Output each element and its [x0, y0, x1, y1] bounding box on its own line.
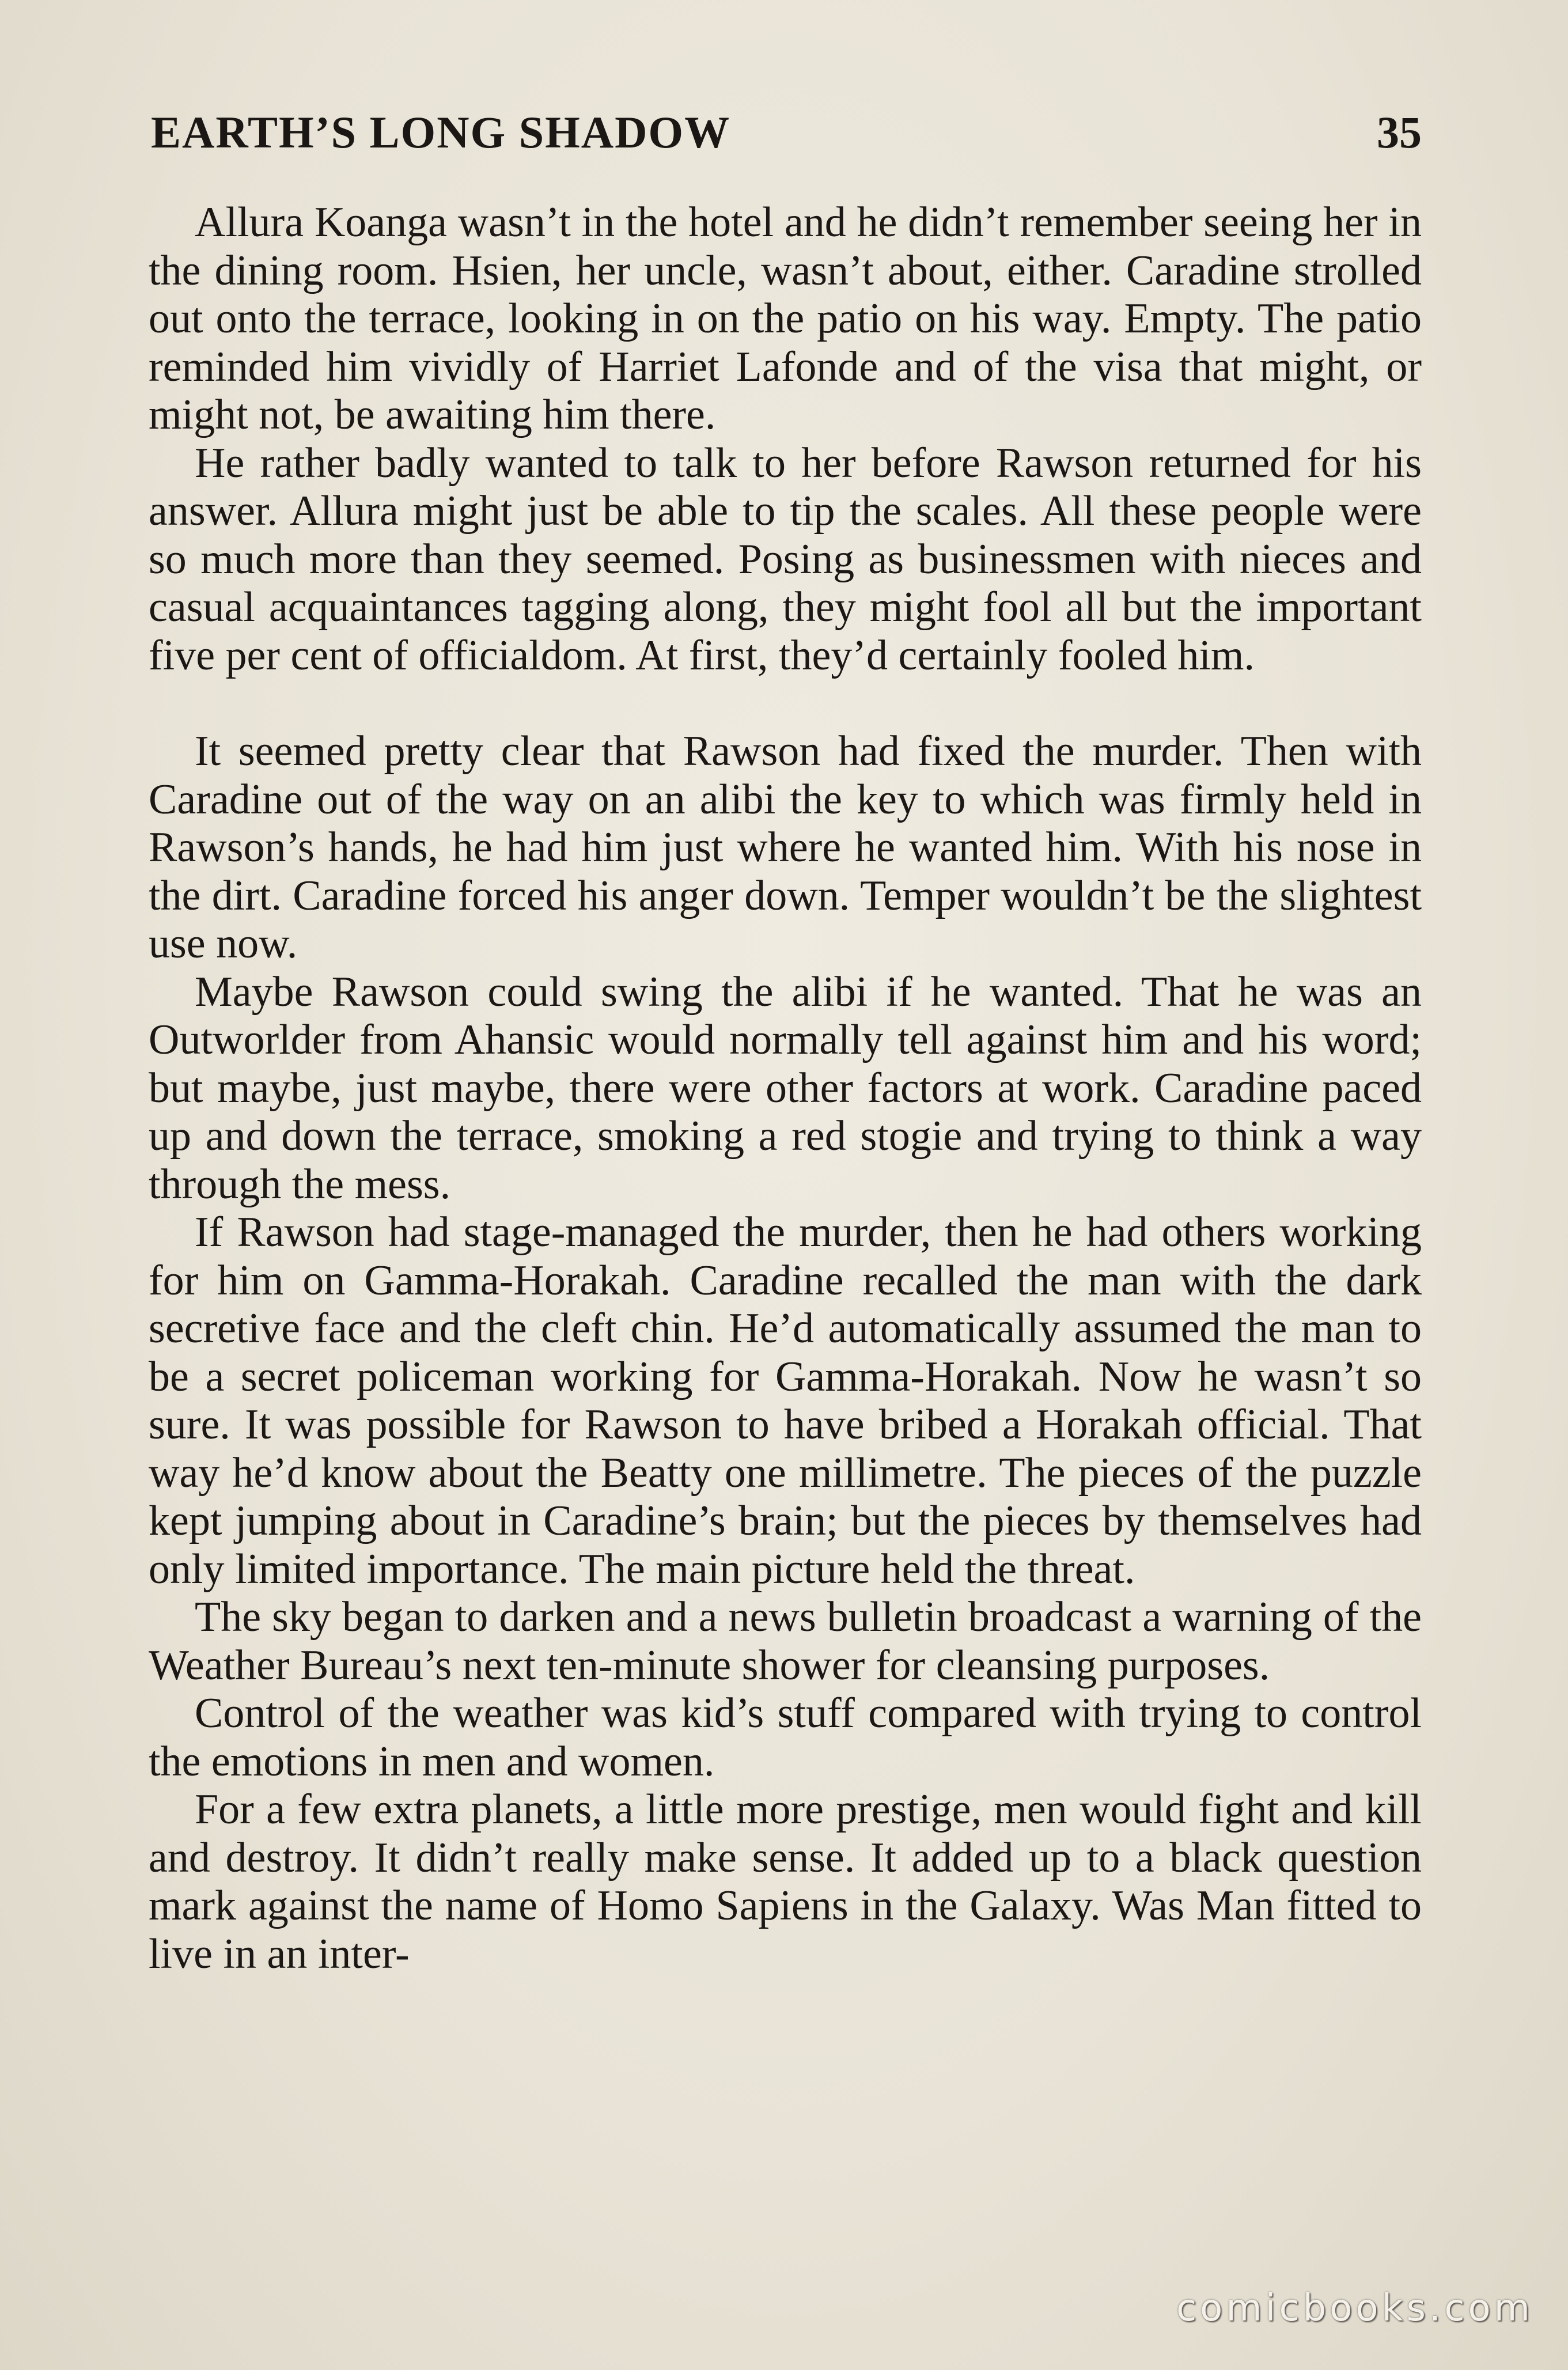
paragraph: Allura Koanga wasn’t in the hotel and he didn’t remember seeing her in the dining room. Hsien, her uncle, wasn’t about, either. Caradine strolled out onto the terrace, looking in on the patio on his way. Empty. The patio reminded him vividly of Harriet Lafonde and of the visa that might, or might not, be awaiting him there.	[149, 199, 1422, 438]
paragraph: The sky began to darken and a news bulletin broadcast a warning of the Weather Bureau’s next ten-minute shower for cleansing purposes.	[149, 1593, 1422, 1689]
page-number: 35	[1377, 107, 1422, 157]
paragraph: Control of the weather was kid’s stuff compared with trying to control the emotions in men and women.	[149, 1690, 1422, 1785]
paragraph: He rather badly wanted to talk to her before Rawson returned for his answer. Allura might just be able to tip the scales. All these people were so much more than they seemed. Posing as businessmen with nieces and casual acquaintances tagging along, they might fool all but the important five per cent of officialdom. At first, they’d certainly fooled him.	[149, 439, 1422, 679]
paragraph: If Rawson had stage-managed the murder, then he had others working for him on Gamma-Horakah. Caradine recalled the man with the dark secretive face and the cleft chin. He’d automatically assumed the man to be a secret policeman working for Gamma-Horakah. Now he wasn’t so sure. It was possible for Rawson to have bribed a Horakah official. That way he’d know about the Beatty one millimetre. The pieces of the puzzle kept jumping about in Caradine’s brain; but the pieces by themselves had only limited importance. The main picture held the threat.	[149, 1209, 1422, 1593]
page-header	[151, 104, 1422, 173]
running-title: EARTH’S LONG SHADOW	[151, 107, 731, 157]
paragraph: It seemed pretty clear that Rawson had fixed the murder. Then with Caradine out of the way on an alibi the key to which was firmly held in Rawson’s hands, he had him just where he wanted him. With his nose in the dirt. Caradine forced his anger down. Temper wouldn’t be the slightest use now.	[149, 728, 1422, 967]
paragraph: For a few extra planets, a little more prestige, men would fight and kill and destroy. It didn’t really make sense. It added up to a black question mark against the name of Homo Sapiens in the Galaxy. Was Man fitted to live in an inter-	[149, 1786, 1422, 1978]
paragraph: Maybe Rawson could swing the alibi if he wanted. That he was an Outworlder from Ahansic would normally tell against him and his word; but maybe, just maybe, there were other factors at work. Caradine paced up and down the terrace, smoking a red stogie and trying to think a way through the mess.	[149, 968, 1422, 1208]
section-break	[149, 680, 1422, 728]
body-text	[149, 199, 1422, 1978]
watermark: comicbooks.com	[1176, 2287, 1533, 2330]
